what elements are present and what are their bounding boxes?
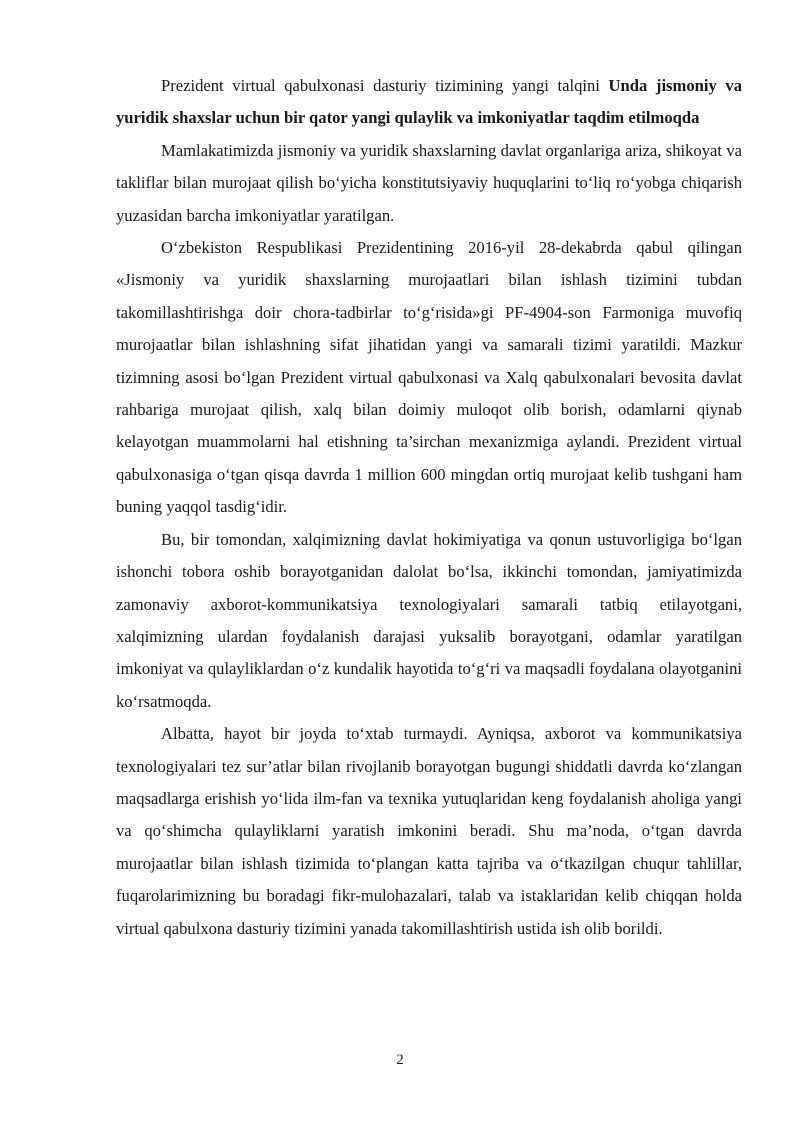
paragraph-3: Bu, bir tomondan, xalqimizning davlat hokimiyatiga va qonun ustuvorligiga bo‘lgan ishonchi tobora oshib borayotganidan dalolat bo‘lsa, ikkinchi tomondan, jamiyatimizda zamonaviy axborot-kommunikatsiya texnologiyalari samarali tatbiq etilayotgani, xalqimizning ulardan foydalanish darajasi yuksalib borayotgani, odamlar yaratilgan imkoniyat va qulayliklardan o‘z kundalik hayotida to‘g‘ri va maqsadli foydalana olayotganini ko‘rsatmoqda. <box>116 529 742 711</box>
title-paragraph <box>116 70 742 135</box>
document-body <box>116 70 742 945</box>
title-intro: Prezident virtual qabulxonasi dasturiy tizimining yangi talqini <box>161 76 609 95</box>
paragraph-4: Albatta, hayot bir joyda to‘xtab turmaydi. Ayniqsa, axborot va kommunikatsiya texnologiyalari tez sur’atlar bilan rivojlanib borayotgan bugungi shiddatli davrda ko‘zlangan maqsadlarga erishish yo‘lida ilm-fan va texnika yutuqlaridan keng foydalanish aholiga yangi va qo‘shimcha qulayliklarni yaratish imkonini beradi. Shu ma’noda, o‘tgan davrda murojaatlar bilan ishlash tizimida to‘plangan katta tajriba va o‘tkazilgan chuqur tahlillar, fuqarolarimizning bu boradagi fikr-mulohazalari, talab va istaklaridan kelib chiqqan holda virtual qabulxona dasturiy tizimini yanada takomillashtirish ustida ish olib borildi. <box>116 724 742 938</box>
page-number: 2 <box>396 1052 404 1068</box>
paragraph-2: O‘zbekiston Respublikasi Prezidentining 2016-yil 28-dekabrda qabul qilingan «Jismoniy va yuridik shaxslarning murojaatlari bilan ishlash tizimini tubdan takomillashtirishga doir chora-tadbirlar to‘g‘risida»gi PF-4904-son Farmoniga muvofiq murojaatlar bilan ishlashning sifat jihatidan yangi va samarali tizimi yaratildi. Mazkur tizimning asosi bo‘lgan Prezident virtual qabulxonasi va Xalq qabulxonalari bevosita davlat rahbariga murojaat qilish, xalq bilan doimiy muloqot olib borish, odamlarni qiynab kelayotgan muammolarni hal etishning ta’sirchan mexanizmiga aylandi. Prezident virtual qabulxonasiga o‘tgan qisqa davrda 1 million 600 mingdan ortiq murojaat kelib tushgani ham buning yaqqol tasdig‘idir. <box>116 238 742 517</box>
paragraph-1: Mamlakatimizda jismoniy va yuridik shaxslarning davlat organlariga ariza, shikoyat va takliflar bilan murojaat qilish bo‘yicha konstitutsiyaviy huquqlarini to‘liq ro‘yobga chiqarish yuzasidan barcha imkoniyatlar yaratilgan. <box>116 140 742 225</box>
title-bold-headline: Unda jismoniy va yuridik shaxslar uchun bir qator yangi qulaylik va imkoniyatlar taqdim etilmoqda <box>116 76 742 128</box>
